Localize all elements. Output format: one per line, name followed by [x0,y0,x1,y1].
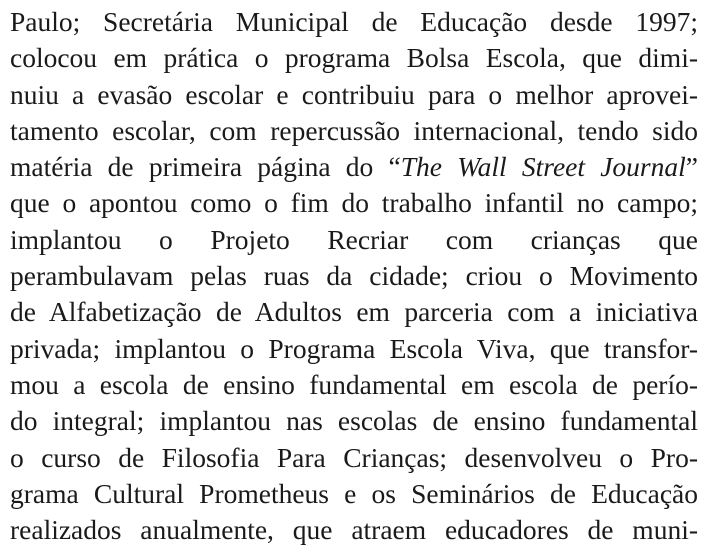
newspaper-title: The Wall Street Journal [400,151,686,183]
text-line: perambulavam pelas ruas da cidade; criou o Movimento [10,260,698,292]
text-line: realizados anualmente, que atraem educadores de muni- [10,514,698,546]
text-line: tamento escolar, com repercussão internacional, tendo sido [10,114,698,146]
text-line: de Alfabetização de Adultos em parceria com a iniciativa [10,296,698,328]
text-line [10,149,698,185]
text-segment: matéria de primeira página do “ [10,151,401,183]
text-line: implantou o Projeto Recriar com crianças que [10,223,698,255]
text-line: que o apontou como o fim do trabalho infantil no campo; [10,187,698,219]
text-line: mou a escola de ensino fundamental em escola de perío- [10,368,698,400]
text-line: nuiu a evasão escolar e contribuiu para o melhor aprovei- [10,78,698,110]
text-segment: ” [685,151,698,183]
text-line: colocou em prática o programa Bolsa Escola, que dimi- [10,42,698,74]
text-line: o curso de Filosofia Para Crianças; desenvolveu o Pro- [10,441,698,473]
text-line: Paulo; Secretária Municipal de Educação desde 1997; [10,6,698,37]
text-line: grama Cultural Prometheus e os Seminários de Educação [10,477,698,509]
text-line: do integral; implantou nas escolas de ensino fundamental [10,405,698,437]
text-line: privada; implantou o Programa Escola Viva, que transfor- [10,332,698,364]
body-text [10,4,698,548]
